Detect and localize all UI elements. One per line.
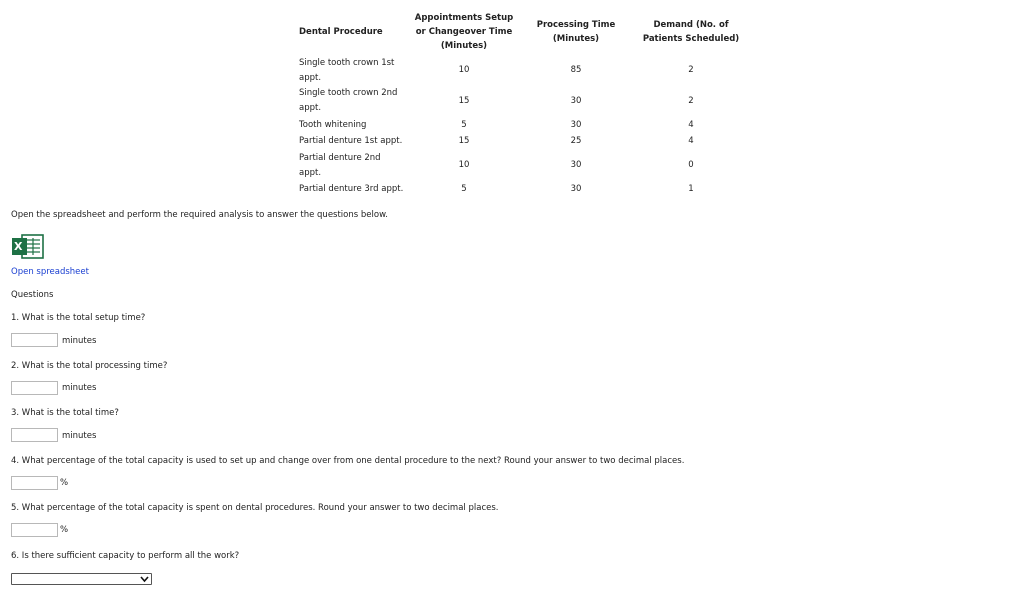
procedure-name-line2: appt. [299,73,322,83]
question-3-text: 3. What is the total time? [11,408,119,418]
question-4-unit: % [60,478,69,488]
demand-cell: 2 [688,96,694,106]
question-1-unit: minutes [62,336,97,346]
header-processing-line1: Processing Time [536,20,616,30]
setup-cell: 5 [461,120,467,130]
table-row-procedure [299,151,407,181]
demand-cell: 4 [688,120,694,130]
header-setup-line1: Appointments Setup [414,13,514,23]
question-5-text: 5. What percentage of the total capacity is spent on dental procedures. Round your answer to two decimal places. [11,503,499,513]
processing-cell: 30 [570,96,582,106]
procedure-name-line1: Tooth whitening [299,120,367,130]
total-processing-time-input[interactable] [11,381,58,395]
table-row-procedure [299,118,407,133]
processing-cell: 30 [570,184,582,194]
header-processing-time [526,18,626,46]
procedure-name-line1: Single tooth crown 2nd [299,88,398,98]
header-processing-line2: (Minutes) [552,34,600,44]
question-1-text: 1. What is the total setup time? [11,313,146,323]
processing-cell: 30 [570,160,582,170]
procedure-name-line2: appt. [299,168,322,178]
sufficient-capacity-select[interactable] [11,573,152,585]
setup-cell: 10 [458,160,470,170]
setup-capacity-percent-input[interactable] [11,476,58,490]
setup-cell: 5 [461,184,467,194]
header-demand-line1: Demand (No. of [653,20,729,30]
total-time-input[interactable] [11,428,58,442]
header-setup-time [404,11,524,53]
excel-icon-letter: X [14,240,23,253]
chevron-down-icon [140,575,149,583]
processing-cell: 30 [570,120,582,130]
procedure-name-line1: Partial denture 2nd [299,153,381,163]
question-3-unit: minutes [62,431,97,441]
demand-cell: 2 [688,65,694,75]
table-row-procedure [299,86,407,116]
open-spreadsheet-link[interactable]: Open spreadsheet [11,267,89,277]
question-5-unit: % [60,525,69,535]
table-row-procedure [299,182,407,197]
question-4-text: 4. What percentage of the total capacity is used to set up and change over from one dental procedure to the next? Round your answer to two decimal places. [11,456,685,466]
question-2-unit: minutes [62,383,97,393]
header-dental-procedure: Dental Procedure [299,27,383,37]
procedure-name-line1: Partial denture 3rd appt. [299,184,404,194]
procedure-name-line2: appt. [299,103,322,113]
procedure-name-line1: Partial denture 1st appt. [299,136,403,146]
demand-cell: 4 [688,136,694,146]
questions-heading: Questions [11,290,54,300]
question-6-text: 6. Is there sufficient capacity to perform all the work? [11,551,240,561]
procedure-capacity-percent-input[interactable] [11,523,58,537]
header-setup-line2: or Changeover Time [415,27,513,37]
setup-cell: 15 [458,96,470,106]
header-demand-line2: Patients Scheduled) [642,34,740,44]
demand-cell: 0 [688,160,694,170]
table-row-procedure [299,56,407,86]
header-demand [632,18,750,46]
excel-spreadsheet-icon[interactable] [11,233,45,260]
table-row-procedure [299,134,407,149]
setup-cell: 10 [458,65,470,75]
instruction-text: Open the spreadsheet and perform the required analysis to answer the questions below. [11,210,388,220]
total-setup-time-input[interactable] [11,333,58,347]
procedure-name-line1: Single tooth crown 1st [299,58,395,68]
setup-cell: 15 [458,136,470,146]
processing-cell: 85 [570,65,582,75]
demand-cell: 1 [688,184,694,194]
processing-cell: 25 [570,136,582,146]
question-2-text: 2. What is the total processing time? [11,361,168,371]
header-setup-line3: (Minutes) [440,41,488,51]
